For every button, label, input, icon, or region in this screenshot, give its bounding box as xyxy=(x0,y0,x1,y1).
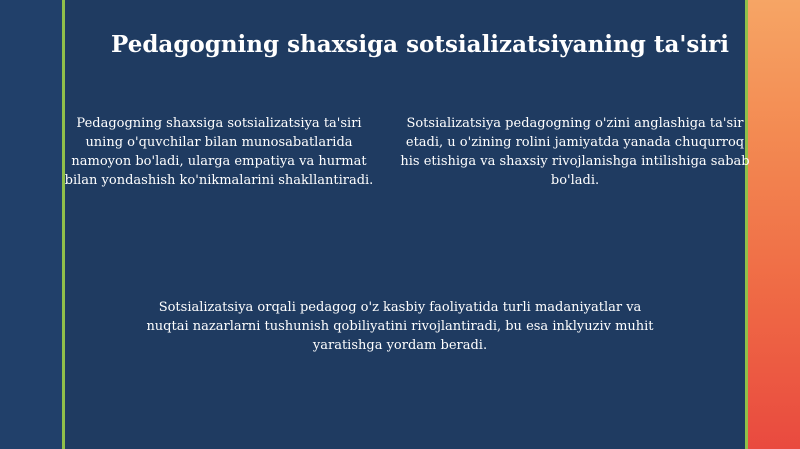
slide-title: Pedagogning shaxsiga sotsializatsiyaning ta'siri xyxy=(111,31,729,58)
right-gradient-panel xyxy=(748,0,800,449)
left-side-panel xyxy=(0,0,62,449)
paragraph-self-awareness: Sotsializatsiya pedagogning o'zini anglashiga ta'sir etadi, u o'zining rolini jamiyatda yanada chuqurroq his etishiga va shaxsiy rivojlanishga intilishiga sabab bo'ladi. xyxy=(400,116,750,188)
paragraph-empathy: Pedagogning shaxsiga sotsializatsiya ta'siri uning o'quvchilar bilan munosabatlarida namoyon bo'ladi, ularga empatiya va hurmat bilan yondashish ko'nikmalarini shakllantiradi. xyxy=(64,116,374,188)
paragraph-inclusive-environment: Sotsializatsiya orqali pedagog o'z kasbiy faoliyatida turli madaniyatlar va nuqtai nazarlarni tushunish qobiliyatini rivojlantiradi, bu esa inklyuziv muhit yaratishga yordam beradi. xyxy=(146,300,654,353)
slide-canvas xyxy=(65,0,746,449)
